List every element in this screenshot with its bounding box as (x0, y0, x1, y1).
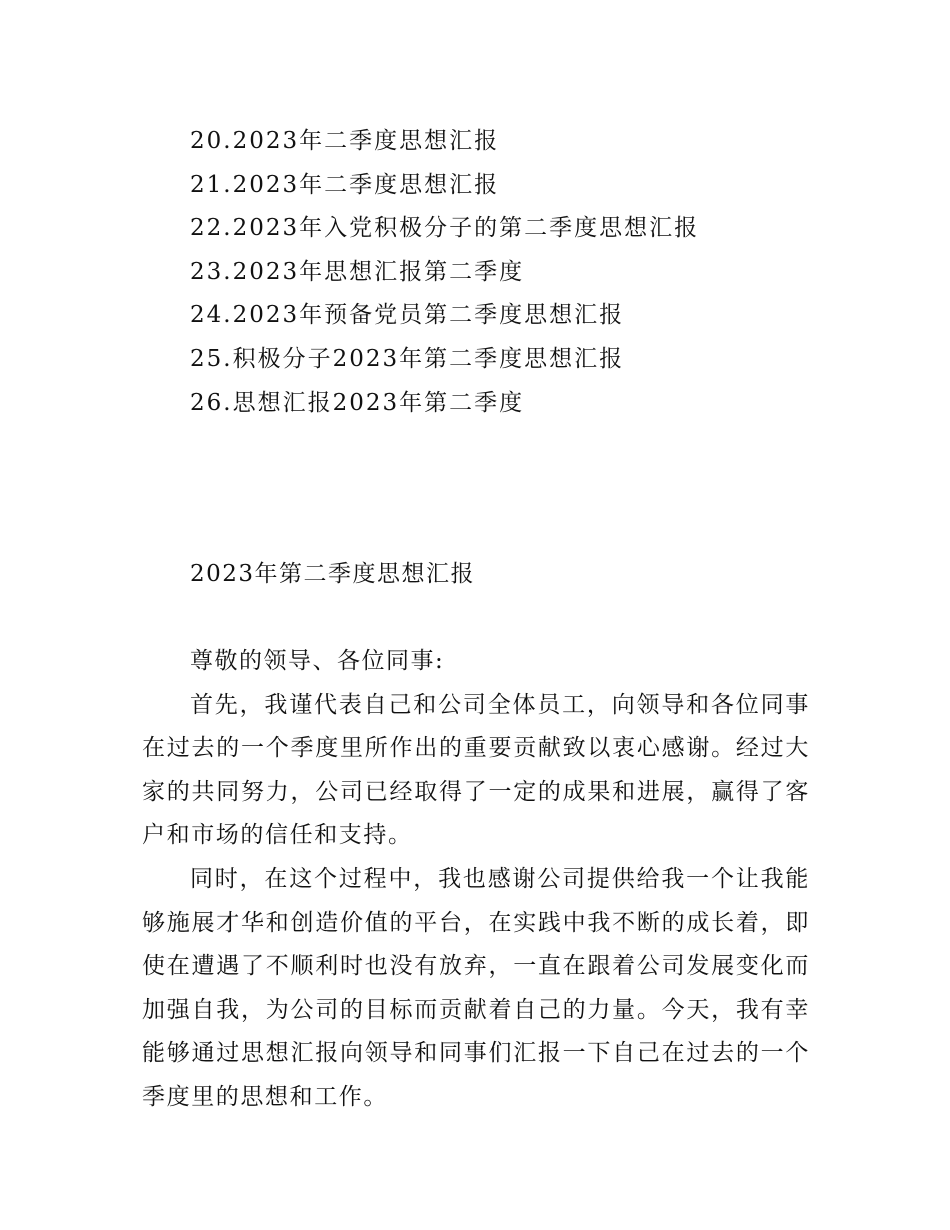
salutation: 尊敬的领导、各位同事: (190, 648, 445, 674)
toc-item: 23.2023年思想汇报第二季度 (190, 258, 525, 285)
toc-item: 20.2023年二季度思想汇报 (190, 128, 500, 154)
toc-item: 25.积极分子2023年第二季度思想汇报 (190, 345, 625, 372)
toc-item: 26.思想汇报2023年第二季度 (190, 389, 525, 416)
table-of-contents (190, 120, 699, 425)
toc-item: 22.2023年入党积极分子的第二季度思想汇报 (190, 215, 700, 242)
toc-item: 21.2023年二季度思想汇报 (190, 171, 500, 198)
body-paragraph: 首先，我谨代表自己和公司全体员工，向领导和各位同事在过去的一个季度里所作出的重要贡献致以衷心感谢。经过大家的共同努力，公司已经取得了一定的成果和进展，赢得了客户和市场的信任和支持。 (142, 691, 810, 849)
document-title: 2023年第二季度思想汇报 (190, 561, 476, 587)
body-paragraph: 同时，在这个过程中，我也感谢公司提供给我一个让我能够施展才华和创造价值的平台，在实践中我不断的成长着，即使在遭遇了不顺利时也没有放弃，一直在跟着公司发展变化而加强自我，为公司的目标而贡献着自己的力量。今天，我有幸能够通过思想汇报向领导和同事们汇报一下自己在过去的一个季度里的思想和工作。 (142, 865, 810, 1110)
toc-item: 24.2023年预备党员第二季度思想汇报 (190, 302, 625, 329)
document-body (142, 640, 810, 1120)
